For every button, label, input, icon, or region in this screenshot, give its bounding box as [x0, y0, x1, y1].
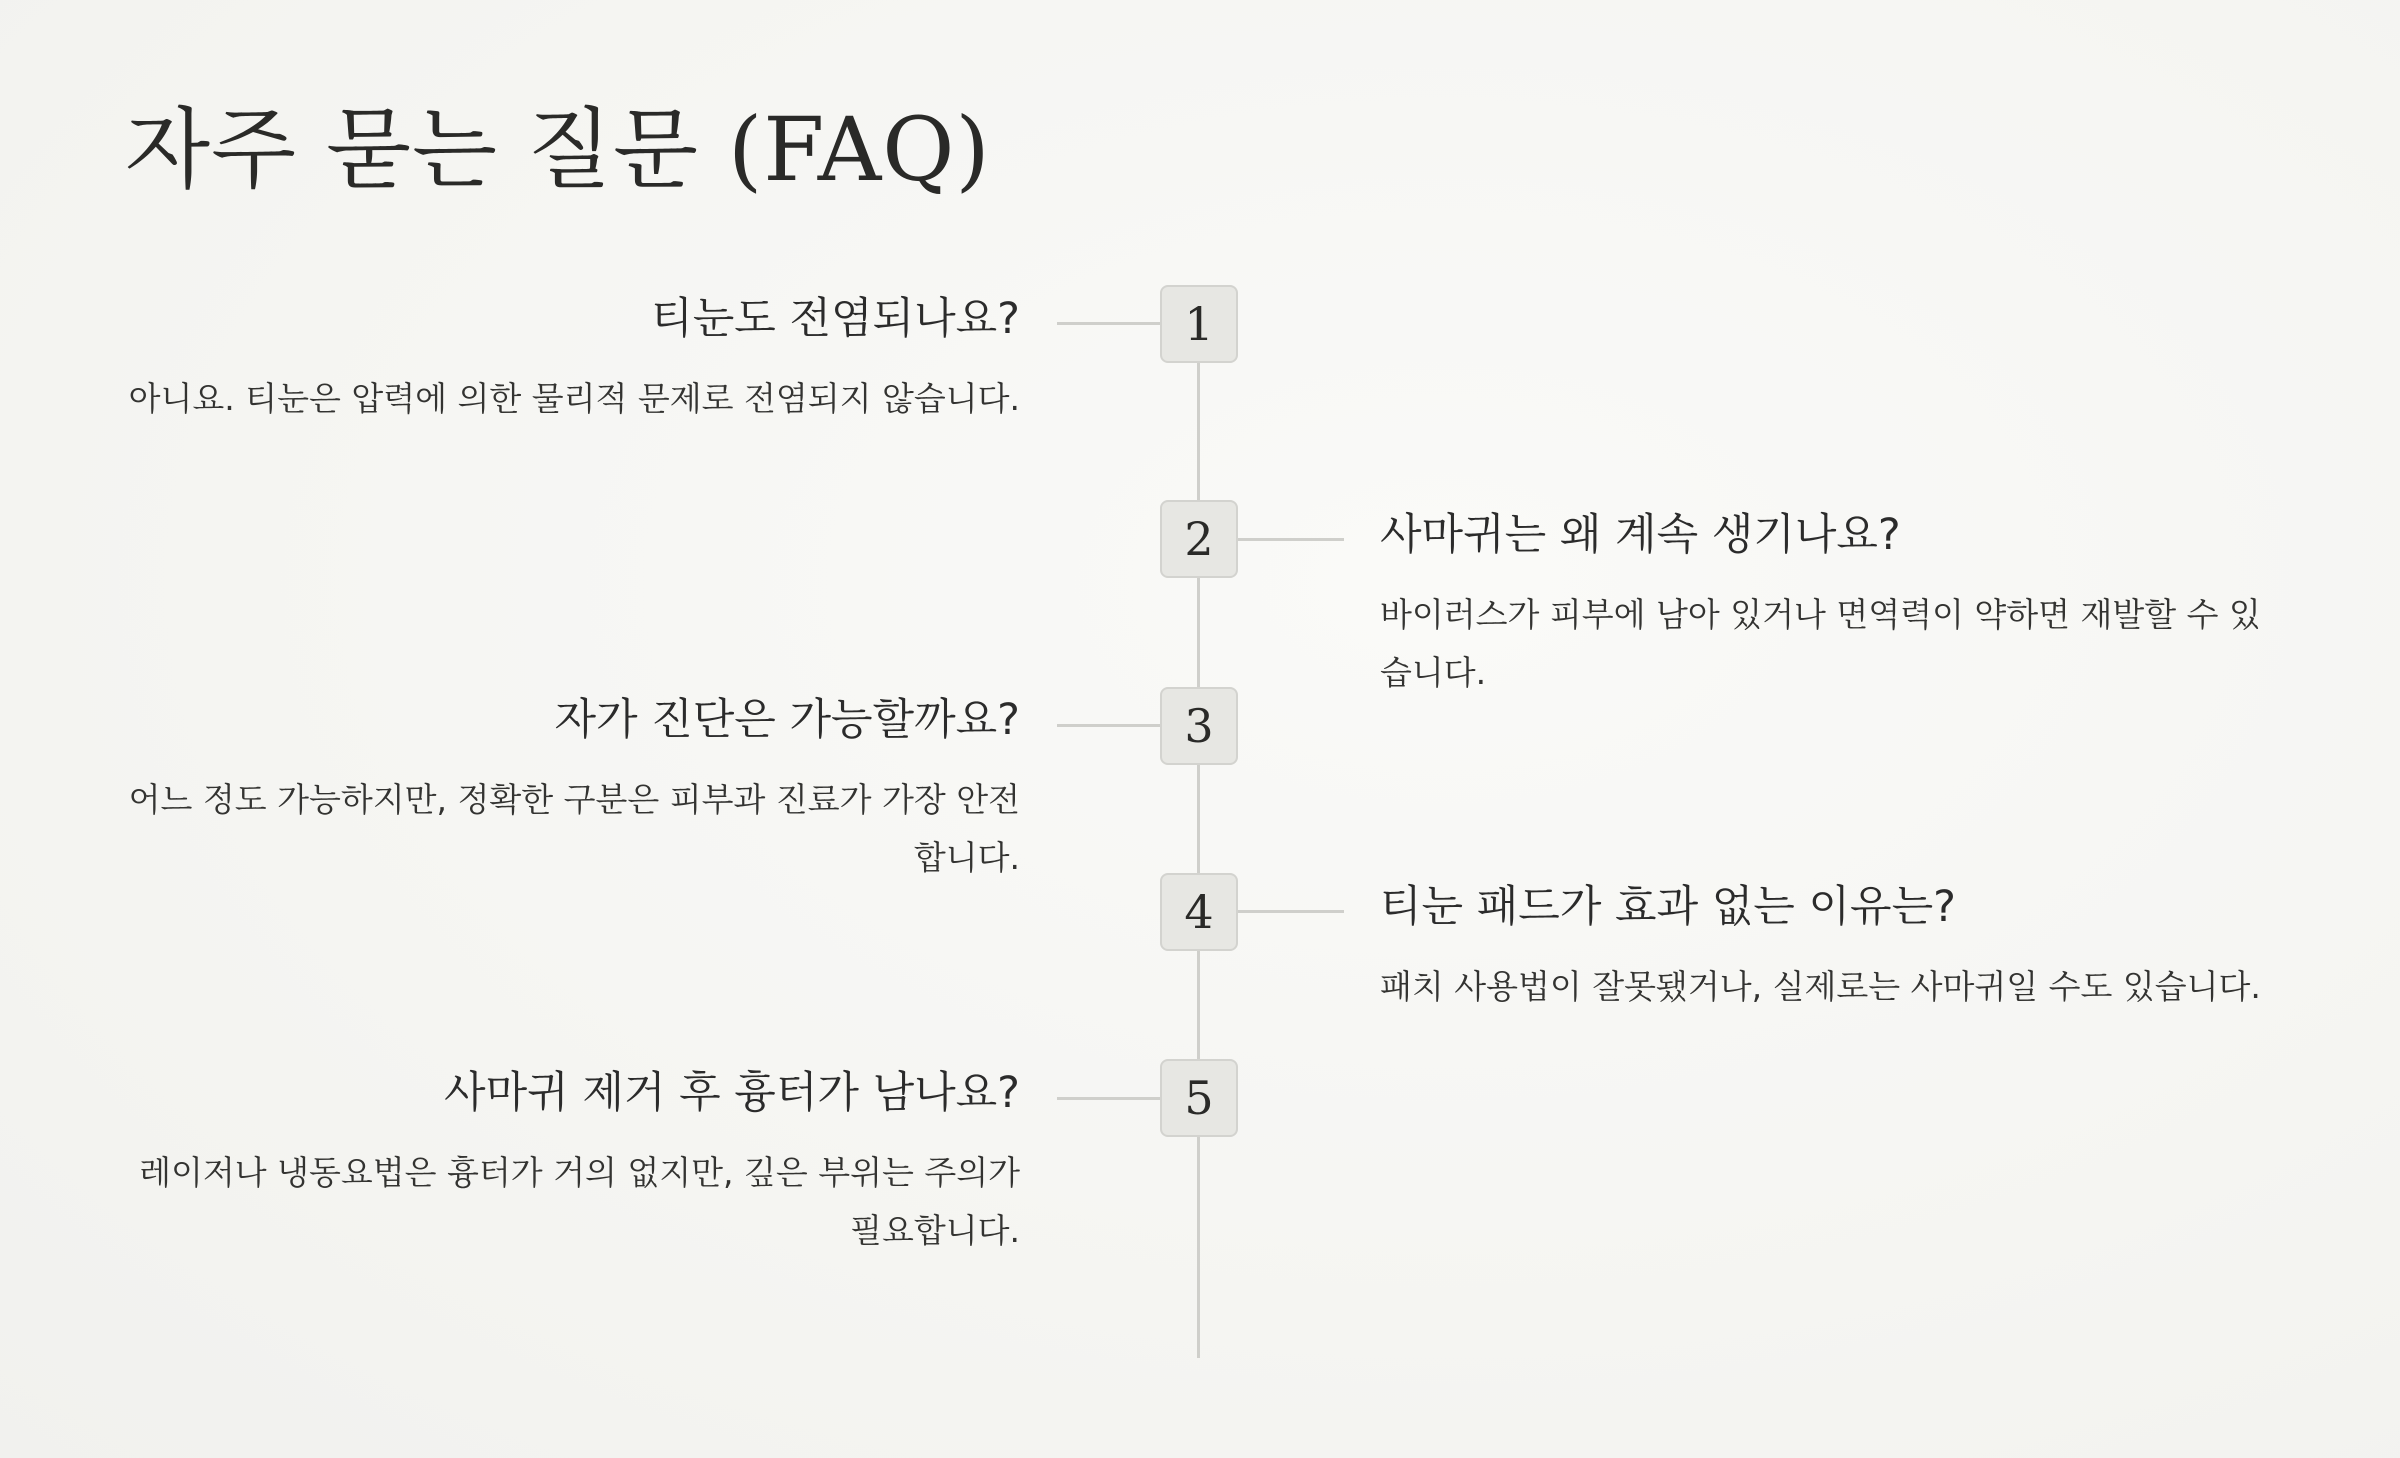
faq-answer: 패치 사용법이 잘못됐거나, 실제로는 사마귀일 수도 있습니다. — [1380, 967, 2261, 1006]
faq-answer: 어느 정도 가능하지만, 정확한 구분은 피부과 진료가 가장 안전합니다. — [128, 780, 1020, 877]
timeline-line — [1197, 310, 1200, 1358]
step-badge-4: 4 — [1160, 873, 1238, 951]
faq-question: 티눈도 전염되나요? — [651, 294, 1020, 344]
connector-5 — [1057, 1097, 1160, 1100]
connector-2 — [1238, 538, 1344, 541]
step-badge-5: 5 — [1160, 1059, 1238, 1137]
connector-4 — [1238, 910, 1344, 913]
connector-1 — [1057, 322, 1160, 325]
faq-question: 티눈 패드가 효과 없는 이유는? — [1380, 882, 1956, 932]
faq-item-3 — [120, 691, 1020, 887]
step-badge-2: 2 — [1160, 500, 1238, 578]
faq-question: 사마귀는 왜 계속 생기나요? — [1380, 510, 1901, 560]
faq-answer: 아니요. 티눈은 압력에 의한 물리적 문제로 전염되지 않습니다. — [128, 379, 1020, 418]
faq-item-4 — [1380, 878, 2280, 1016]
faq-item-1 — [120, 290, 1020, 428]
page-title: 자주 묻는 질문 (FAQ) — [125, 98, 991, 201]
faq-question: 사마귀 제거 후 흉터가 남나요? — [444, 1068, 1020, 1118]
step-badge-3: 3 — [1160, 687, 1238, 765]
step-badge-1: 1 — [1160, 285, 1238, 363]
faq-answer: 레이저나 냉동요법은 흉터가 거의 없지만, 깊은 부위는 주의가 필요합니다. — [139, 1153, 1020, 1250]
faq-item-5 — [120, 1064, 1020, 1260]
faq-answer: 바이러스가 피부에 남아 있거나 면역력이 약하면 재발할 수 있습니다. — [1380, 595, 2261, 692]
faq-item-2 — [1380, 506, 2280, 702]
faq-question: 자가 진단은 가능할까요? — [554, 695, 1020, 745]
connector-3 — [1057, 724, 1160, 727]
